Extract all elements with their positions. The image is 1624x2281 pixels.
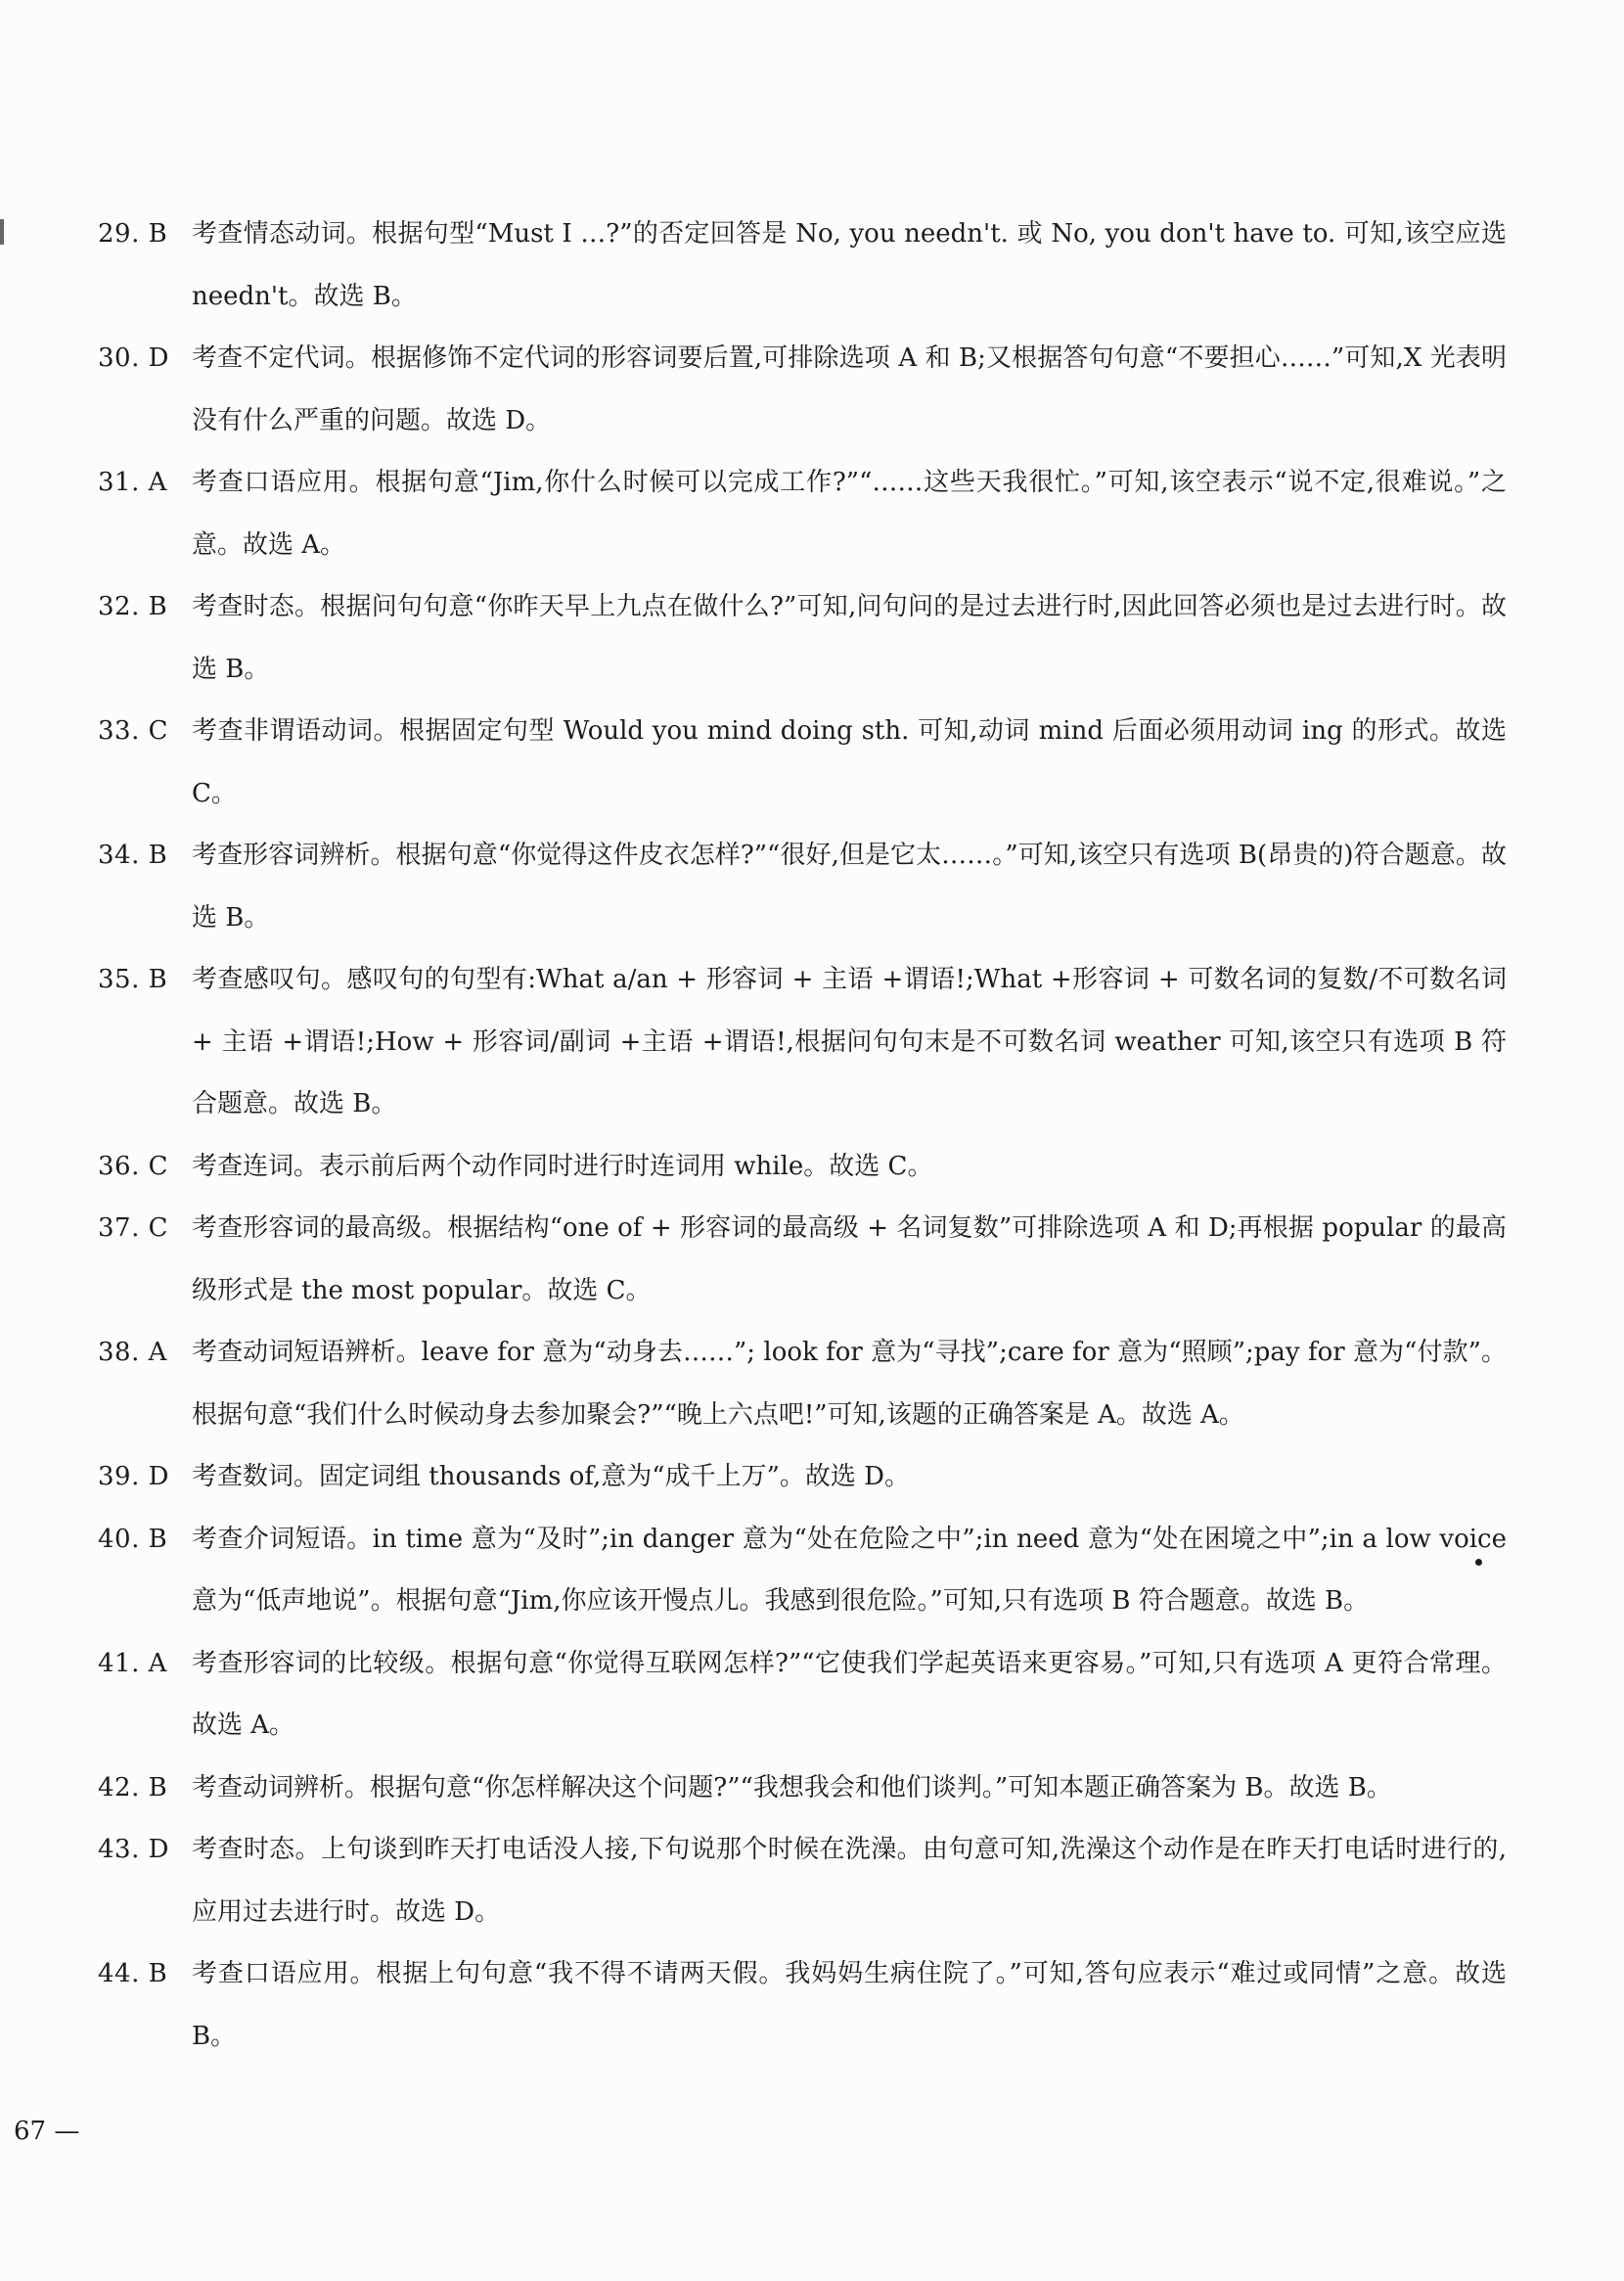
answer-number: 38. A	[98, 1338, 167, 1367]
answer-entry-43	[98, 1819, 1507, 1943]
answer-entry-33	[98, 701, 1507, 825]
answer-list	[98, 204, 1507, 2068]
answer-entry-36	[98, 1136, 1507, 1199]
answer-explanation: 考查动词短语辨析。leave for 意为“动身去……”; look for 意为“寻找”;care for 意为“照顾”;pay for 意为“付款”。根据句意“我们什么时候动身去参加聚会?”“晚上六点吧!”可知,该题的正确答案是 A。故选 A。	[192, 1338, 1507, 1430]
answer-entry-32	[98, 576, 1507, 701]
answer-entry-30	[98, 328, 1507, 452]
answer-entry-40	[98, 1509, 1507, 1633]
answer-number: 35. B	[98, 965, 168, 994]
answer-explanation: 考查口语应用。根据句意“Jim,你什么时候可以完成工作?”“……这些天我很忙。”可知,该空表示“说不定,很难说。”之意。故选 A。	[192, 468, 1507, 560]
answer-entry-38	[98, 1322, 1507, 1446]
answer-entry-39	[98, 1446, 1507, 1509]
answer-explanation: 考查不定代词。根据修饰不定代词的形容词要后置,可排除选项 A 和 B;又根据答句句意“不要担心……”可知,X 光表明没有什么严重的问题。故选 D。	[192, 343, 1507, 435]
answer-entry-29	[98, 204, 1507, 328]
answer-explanation: 考查时态。根据问句句意“你昨天早上九点在做什么?”可知,问句问的是过去进行时,因此回答必须也是过去进行时。故选 B。	[192, 592, 1507, 684]
ink-dot	[1475, 1559, 1482, 1566]
answer-explanation: 考查连词。表示前后两个动作同时进行时连词用 while。故选 C。	[192, 1151, 933, 1181]
answer-entry-34	[98, 825, 1507, 949]
answer-explanation: 考查形容词的最高级。根据结构“one of + 形容词的最高级 + 名词复数”可排除选项 A 和 D;再根据 popular 的最高级形式是 the most popular。故选 C。	[192, 1213, 1507, 1305]
answer-entry-44	[98, 1943, 1507, 2068]
answer-entry-37	[98, 1198, 1507, 1322]
answer-number: 32. B	[98, 592, 168, 621]
answer-number: 44. B	[98, 1959, 168, 1988]
page-number: 67 —	[14, 2117, 80, 2146]
answer-entry-41	[98, 1633, 1507, 1757]
answer-entry-42	[98, 1757, 1507, 1820]
answer-entry-31	[98, 452, 1507, 576]
answer-number: 42. B	[98, 1772, 168, 1802]
answer-explanation: 考查动词辨析。根据句意“你怎样解决这个问题?”“我想我会和他们谈判。”可知本题正确答案为 B。故选 B。	[192, 1772, 1392, 1802]
answer-explanation: 考查形容词辨析。根据句意“你觉得这件皮衣怎样?”“很好,但是它太……。”可知,该空只有选项 B(昂贵的)符合题意。故选 B。	[192, 841, 1507, 933]
answer-explanation: 考查情态动词。根据句型“Must I …?”的否定回答是 No, you needn't. 或 No, you don't have to. 可知,该空应选 needn't。故选 B。	[192, 219, 1507, 311]
answer-number: 29. B	[98, 219, 168, 249]
answer-number: 40. B	[98, 1524, 168, 1554]
answer-explanation: 考查介词短语。in time 意为“及时”;in danger 意为“处在危险之中”;in need 意为“处在困境之中”;in a low voice 意为“低声地说”。根据句意“Jim,你应该开慢点儿。我感到很危险。”可知,只有选项 B 符合题意。故选 B。	[192, 1524, 1507, 1616]
answer-number: 41. A	[98, 1648, 167, 1678]
answer-explanation: 考查感叹句。感叹句的句型有:What a/an + 形容词 + 主语 +谓语!;What +形容词 + 可数名词的复数/不可数名词 + 主语 +谓语!;How + 形容词/副词 +主语 +谓语!,根据问句句末是不可数名词 weather 可知,该空只有选项 B 符合题意。故选 B。	[192, 965, 1507, 1118]
answer-number: 39. D	[98, 1462, 169, 1491]
answer-number: 37. C	[98, 1213, 169, 1243]
scan-edge-mark	[0, 219, 4, 245]
answer-number: 30. D	[98, 343, 169, 373]
answer-number: 36. C	[98, 1151, 169, 1181]
answer-explanation: 考查时态。上句谈到昨天打电话没人接,下句说那个时候在洗澡。由句意可知,洗澡这个动作是在昨天打电话时进行的,应用过去进行时。故选 D。	[192, 1835, 1507, 1927]
answer-explanation: 考查形容词的比较级。根据句意“你觉得互联网怎样?”“它使我们学起英语来更容易。”可知,只有选项 A 更符合常理。故选 A。	[192, 1648, 1507, 1740]
answer-number: 43. D	[98, 1835, 169, 1864]
answer-number: 31. A	[98, 468, 167, 497]
answer-explanation: 考查非谓语动词。根据固定句型 Would you mind doing sth. 可知,动词 mind 后面必须用动词 ing 的形式。故选 C。	[192, 716, 1507, 808]
answer-explanation: 考查口语应用。根据上句句意“我不得不请两天假。我妈妈生病住院了。”可知,答句应表示“难过或同情”之意。故选 B。	[192, 1959, 1507, 2051]
answer-number: 34. B	[98, 841, 168, 870]
answer-entry-35	[98, 949, 1507, 1136]
answer-explanation: 考查数词。固定词组 thousands of,意为“成千上万”。故选 D。	[192, 1462, 911, 1491]
answer-number: 33. C	[98, 716, 169, 746]
